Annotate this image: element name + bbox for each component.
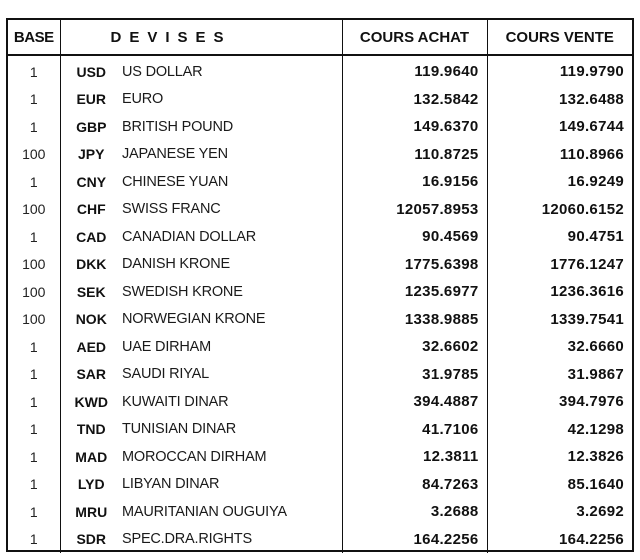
table-row <box>8 113 632 141</box>
currency-code-cell: MRU <box>75 503 108 520</box>
currency-code-cell: KWD <box>74 393 108 410</box>
currency-code-cell: SEK <box>76 283 106 300</box>
base-cell: 1 <box>8 443 60 471</box>
table-row <box>8 278 632 306</box>
buy-rate-cell: 3.2688 <box>342 498 487 526</box>
sell-rate-cell: 3.2692 <box>576 503 624 521</box>
base-cell: 1 <box>8 86 60 114</box>
table-row <box>8 361 632 389</box>
buy-rate-cell: 119.9640 <box>342 55 487 86</box>
base-cell: 100 <box>8 141 60 169</box>
table-header-row <box>8 20 632 55</box>
currency-code-cell: CHF <box>76 201 106 218</box>
currency-name-cell: MAURITANIAN OUGUIYA <box>118 498 342 526</box>
sell-rate-cell: 1339.7541 <box>550 310 624 328</box>
buy-rate-cell: 90.4569 <box>342 223 487 251</box>
buy-rate-cell: 164.2256 <box>342 526 487 554</box>
currency-name-cell: BRITISH POUND <box>118 113 342 141</box>
currency-name-cell: EURO <box>118 86 342 114</box>
table-body <box>8 55 632 553</box>
currency-name-cell: US DOLLAR <box>118 55 342 86</box>
table-row <box>8 306 632 334</box>
currency-name-cell: DANISH KRONE <box>118 251 342 279</box>
table-row <box>8 168 632 196</box>
currency-code-cell: MAD <box>75 448 108 465</box>
base-cell: 100 <box>8 196 60 224</box>
currency-code-cell: CAD <box>76 228 107 245</box>
sell-rate-cell: 16.9249 <box>567 173 624 191</box>
currency-name-cell: LIBYAN DINAR <box>118 471 342 499</box>
sell-rate-cell: 32.6660 <box>567 338 624 356</box>
sell-rate-cell: 132.6488 <box>559 90 624 108</box>
buy-rate-cell: 32.6602 <box>342 333 487 361</box>
table-row <box>8 223 632 251</box>
base-cell: 1 <box>8 333 60 361</box>
currency-code-cell: TND <box>76 421 106 438</box>
base-cell: 1 <box>8 498 60 526</box>
sell-rate-cell: 90.4751 <box>567 228 624 246</box>
buy-rate-cell: 132.5842 <box>342 86 487 114</box>
base-cell: 100 <box>8 306 60 334</box>
header-base: BASE <box>8 20 60 55</box>
currency-code-cell: LYD <box>77 476 105 493</box>
table-row <box>8 333 632 361</box>
sell-rate-cell: 85.1640 <box>567 475 624 493</box>
currency-name-cell: MOROCCAN DIRHAM <box>118 443 342 471</box>
base-cell: 100 <box>8 251 60 279</box>
exchange-rate-table <box>8 20 632 553</box>
base-cell: 1 <box>8 526 60 554</box>
table-row <box>8 388 632 416</box>
currency-name-cell: SPEC.DRA.RIGHTS <box>118 526 342 554</box>
table-row <box>8 526 632 554</box>
table-row <box>8 471 632 499</box>
sell-rate-cell: 1776.1247 <box>550 255 624 273</box>
currency-code-cell: GBP <box>76 118 107 135</box>
currency-name-cell: SWEDISH KRONE <box>118 278 342 306</box>
sell-rate-cell: 394.7976 <box>559 393 624 411</box>
sell-rate-cell: 42.1298 <box>567 420 624 438</box>
currency-code-cell: NOK <box>75 311 107 328</box>
header-devises: DEVISES <box>60 20 342 55</box>
currency-name-cell: SAUDI RIYAL <box>118 361 342 389</box>
table-row <box>8 86 632 114</box>
currency-code-cell: USD <box>76 63 107 80</box>
sell-rate-cell: 12.3826 <box>567 448 624 466</box>
buy-rate-cell: 149.6370 <box>342 113 487 141</box>
currency-code-cell: SAR <box>76 366 107 383</box>
sell-rate-cell: 149.6744 <box>559 118 624 136</box>
currency-name-cell: NORWEGIAN KRONE <box>118 306 342 334</box>
currency-code-cell: DKK <box>76 256 107 273</box>
currency-name-cell: JAPANESE YEN <box>118 141 342 169</box>
base-cell: 100 <box>8 278 60 306</box>
buy-rate-cell: 31.9785 <box>342 361 487 389</box>
buy-rate-cell: 84.7263 <box>342 471 487 499</box>
sell-rate-cell: 1236.3616 <box>550 283 624 301</box>
currency-code-cell: JPY <box>78 146 105 163</box>
base-cell: 1 <box>8 388 60 416</box>
base-cell: 1 <box>8 471 60 499</box>
table-row <box>8 196 632 224</box>
header-sell-rate: COURS VENTE <box>487 20 632 55</box>
sell-rate-cell: 12060.6152 <box>541 200 624 218</box>
sell-rate-cell: 164.2256 <box>559 530 624 548</box>
exchange-rate-table-frame <box>6 18 634 552</box>
buy-rate-cell: 1235.6977 <box>342 278 487 306</box>
currency-code-cell: AED <box>76 338 107 355</box>
base-cell: 1 <box>8 168 60 196</box>
sell-rate-cell: 119.9790 <box>559 63 624 81</box>
base-cell: 1 <box>8 416 60 444</box>
currency-code-cell: SDR <box>76 531 107 548</box>
table-row <box>8 251 632 279</box>
table-row <box>8 141 632 169</box>
buy-rate-cell: 41.7106 <box>342 416 487 444</box>
currency-name-cell: UAE DIRHAM <box>118 333 342 361</box>
buy-rate-cell: 12057.8953 <box>342 196 487 224</box>
buy-rate-cell: 12.3811 <box>342 443 487 471</box>
base-cell: 1 <box>8 113 60 141</box>
sell-rate-cell: 31.9867 <box>567 365 624 383</box>
table-row <box>8 416 632 444</box>
currency-name-cell: TUNISIAN DINAR <box>118 416 342 444</box>
currency-name-cell: CANADIAN DOLLAR <box>118 223 342 251</box>
table-row <box>8 55 632 86</box>
header-buy-rate: COURS ACHAT <box>342 20 487 55</box>
currency-name-cell: KUWAITI DINAR <box>118 388 342 416</box>
sell-rate-cell: 110.8966 <box>559 145 624 163</box>
buy-rate-cell: 394.4887 <box>342 388 487 416</box>
currency-name-cell: SWISS FRANC <box>118 196 342 224</box>
table-row <box>8 498 632 526</box>
buy-rate-cell: 1338.9885 <box>342 306 487 334</box>
buy-rate-cell: 110.8725 <box>342 141 487 169</box>
base-cell: 1 <box>8 223 60 251</box>
buy-rate-cell: 16.9156 <box>342 168 487 196</box>
table-row <box>8 443 632 471</box>
base-cell: 1 <box>8 55 60 86</box>
currency-name-cell: CHINESE YUAN <box>118 168 342 196</box>
currency-code-cell: CNY <box>76 173 107 190</box>
currency-code-cell: EUR <box>76 91 107 108</box>
base-cell: 1 <box>8 361 60 389</box>
buy-rate-cell: 1775.6398 <box>342 251 487 279</box>
